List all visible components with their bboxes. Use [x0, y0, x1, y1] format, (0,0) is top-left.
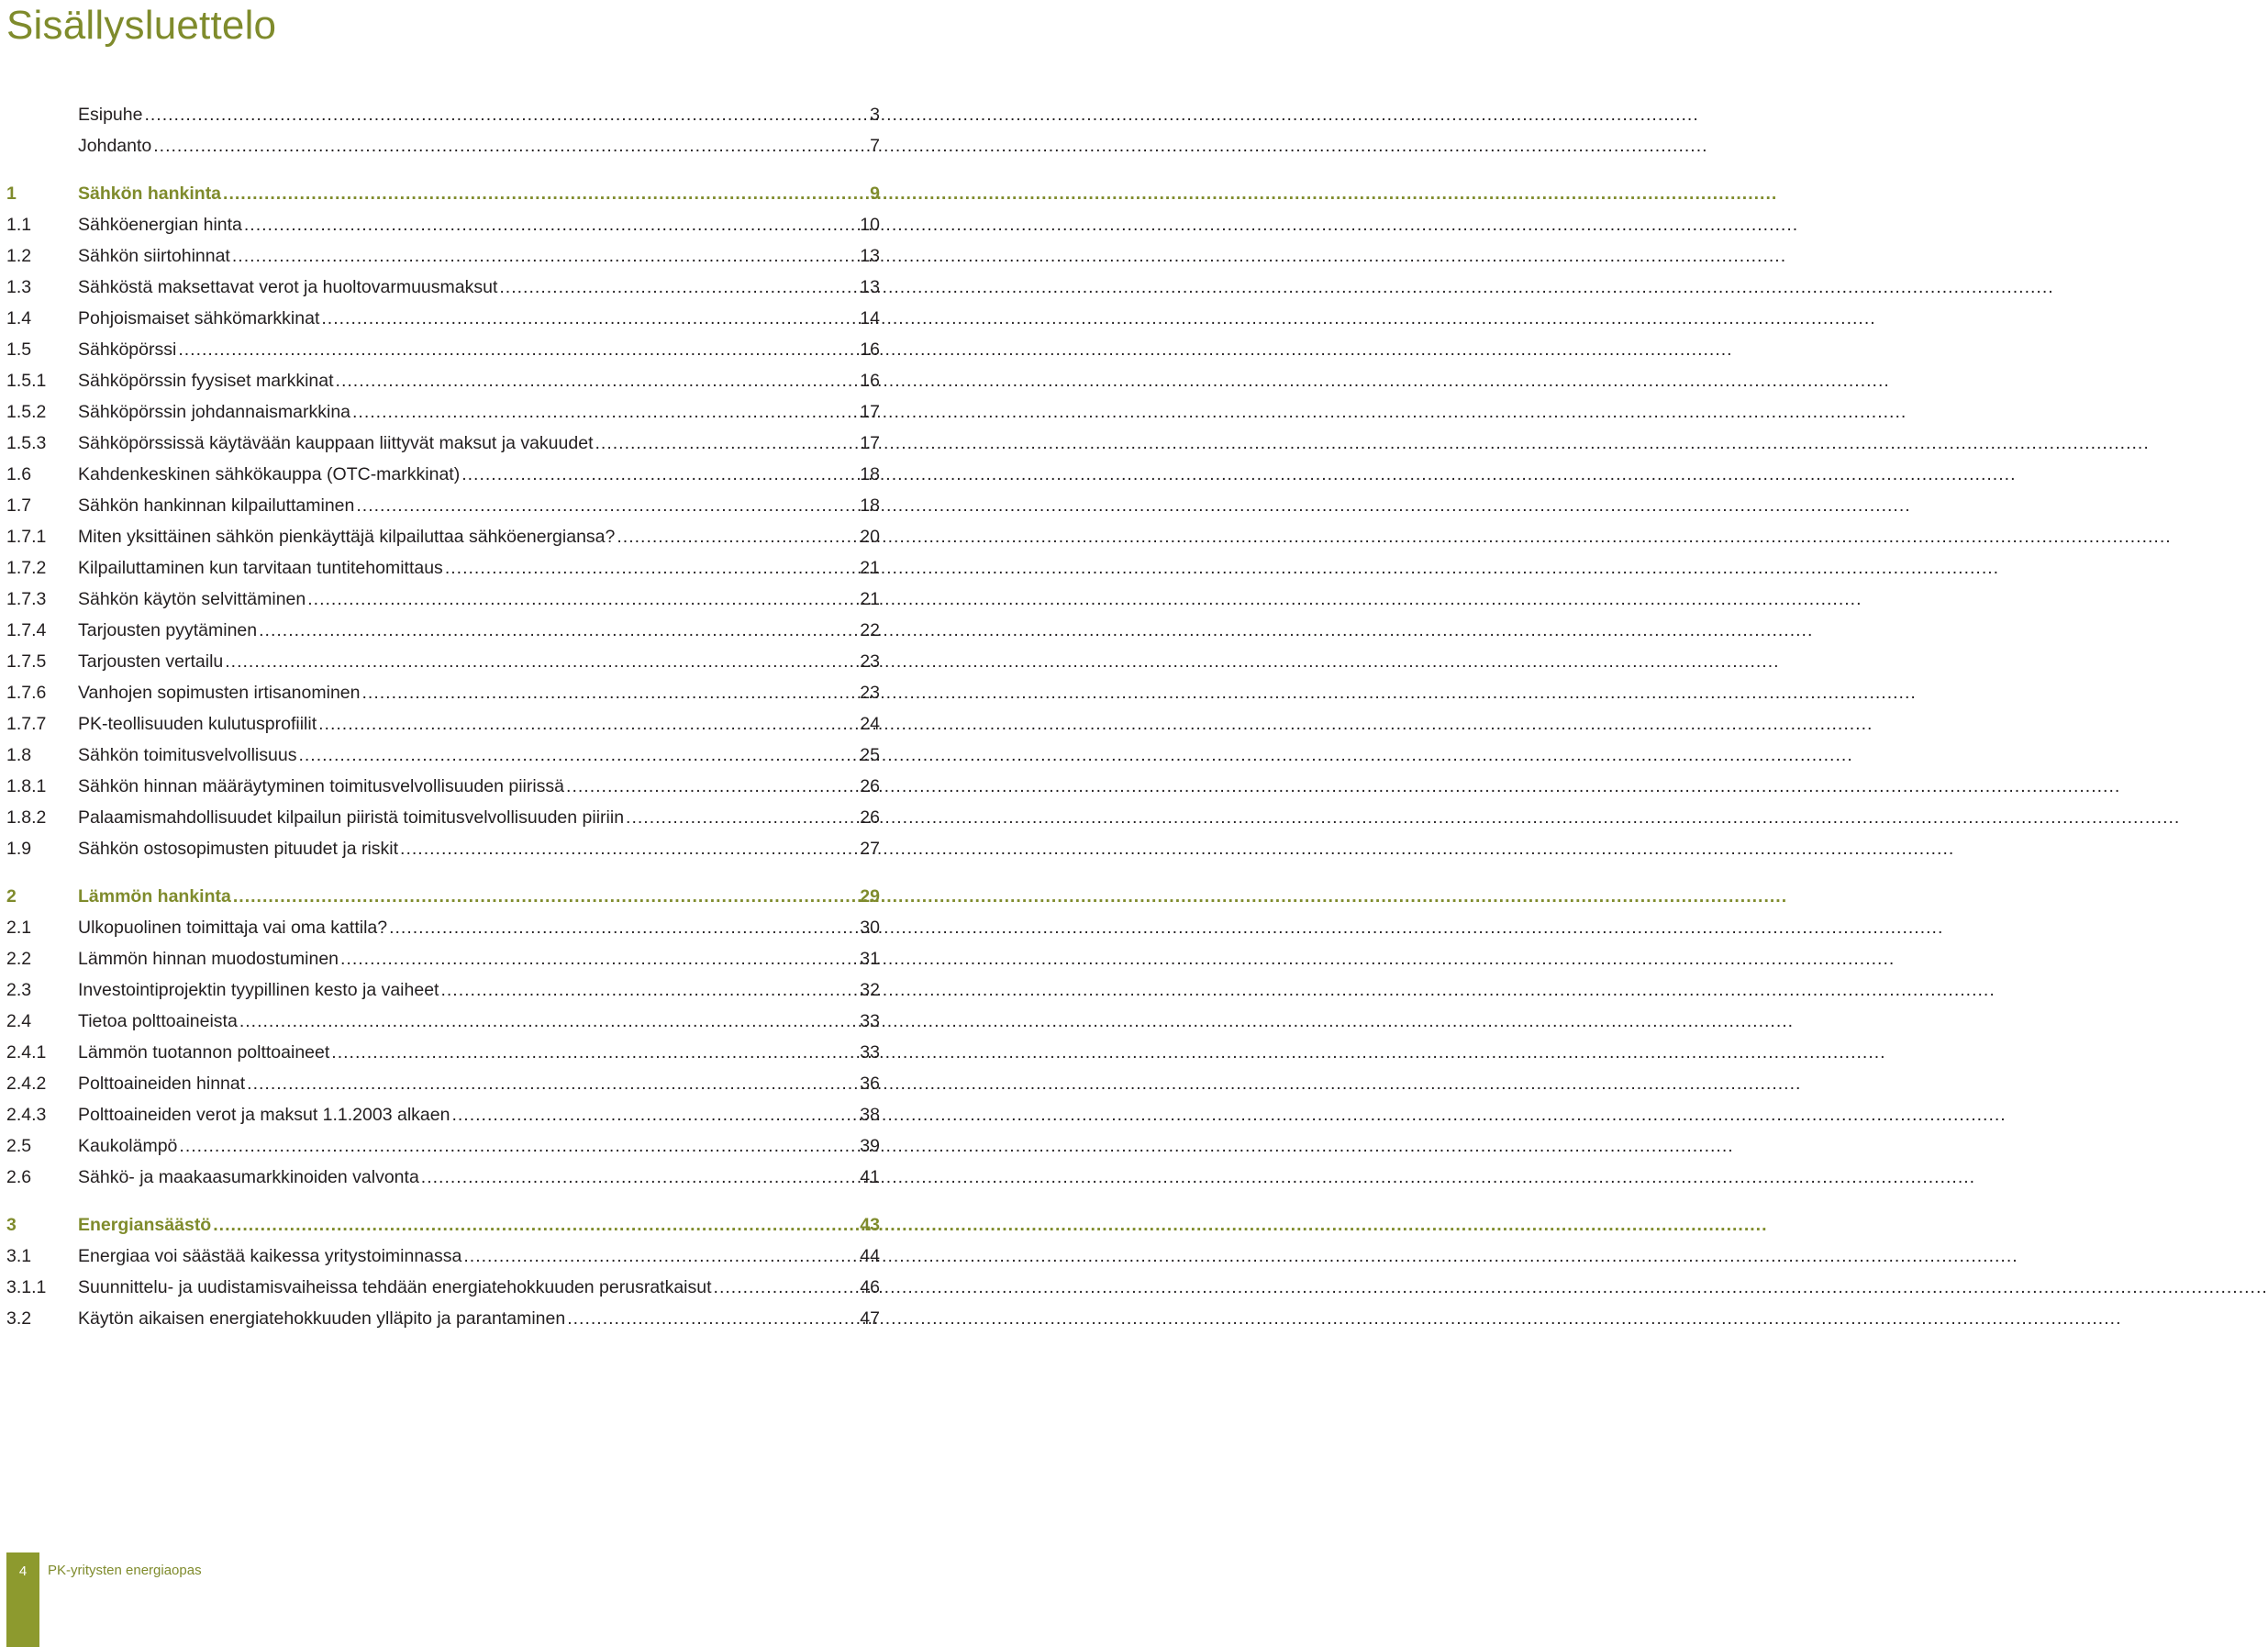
toc-dot-leader — [567, 1303, 858, 1334]
toc-dot-leader — [244, 209, 858, 240]
toc-dot-leader — [233, 881, 858, 912]
toc-entry-page: 21 — [860, 558, 880, 578]
toc-entry-title: Kahdenkeskinen sähkökauppa (OTC-markkinat) — [78, 464, 461, 484]
toc-entry-number: 3 — [6, 1215, 17, 1235]
toc-entry-number: 1.8 — [6, 745, 32, 765]
toc-entry-number: 2.4 — [6, 1011, 32, 1031]
toc-entry-title: Sähkö- ja maakaasumarkkinoiden valvonta — [78, 1167, 419, 1187]
toc-entry-title: Sähkön hinnan määräytyminen toimitusvelvollisuuden piirissä — [78, 776, 565, 796]
toc-dot-leader — [232, 240, 858, 272]
toc-entry[interactable] — [6, 1241, 880, 1272]
toc-entry[interactable] — [6, 802, 880, 833]
toc-entry-title: Pohjoismaiset sähkömarkkinat — [78, 308, 320, 328]
toc-entry-page: 9 — [870, 184, 880, 204]
toc-entry-title: Sähköpörssissä käytävään kauppaan liittyvät maksut ja vakuudet — [78, 433, 594, 453]
toc-dot-leader — [595, 428, 858, 459]
toc-dot-leader — [340, 943, 858, 974]
toc-entry-number: 2.6 — [6, 1167, 32, 1187]
toc-entry-page: 16 — [860, 339, 880, 360]
toc-dot-leader — [421, 1162, 859, 1193]
toc-entry-page: 3 — [870, 105, 880, 125]
toc-entry-title: Vanhojen sopimusten irtisanominen — [78, 683, 361, 703]
toc-entry-page: 24 — [860, 714, 880, 734]
toc-entry[interactable] — [6, 272, 880, 303]
toc-dot-leader — [321, 303, 858, 334]
toc-entry-title: Käytön aikaisen energiatehokkuuden ylläpito ja parantaminen — [78, 1308, 566, 1329]
toc-entry-number: 3.2 — [6, 1308, 32, 1329]
toc-dot-leader — [463, 1241, 858, 1272]
toc-entry[interactable] — [6, 677, 880, 708]
toc-entry-number: 2.4.2 — [6, 1074, 47, 1094]
toc-dot-leader — [178, 334, 858, 365]
toc-entry-page: 46 — [860, 1277, 880, 1297]
toc-entry[interactable] — [6, 943, 880, 974]
toc-dot-leader — [461, 459, 858, 490]
toc-entry[interactable] — [6, 365, 880, 396]
toc-entry-title: Sähkön hankinnan kilpailuttaminen — [78, 495, 355, 516]
toc-entry-number: 3.1 — [6, 1246, 32, 1266]
toc-entry-number: 2 — [6, 886, 17, 907]
toc-entry-number: 1.3 — [6, 277, 32, 297]
table-of-contents — [6, 99, 880, 1334]
toc-entry-page: 32 — [860, 980, 880, 1000]
toc-entry-title: PK-teollisuuden kulutusprofiilit — [78, 714, 317, 734]
toc-entry-title: Energiaa voi säästää kaikessa yritystoiminnassa — [78, 1246, 462, 1266]
toc-entry-number: 1 — [6, 184, 17, 204]
toc-entry-number: 1.7.6 — [6, 683, 47, 703]
toc-entry-number: 2.4.3 — [6, 1105, 47, 1125]
toc-dot-leader — [225, 646, 858, 677]
toc-entry-page: 23 — [860, 683, 880, 703]
toc-entry[interactable] — [6, 740, 880, 771]
toc-entry-page: 25 — [860, 745, 880, 765]
toc-dot-leader — [440, 974, 858, 1006]
toc-entry-page: 36 — [860, 1074, 880, 1094]
toc-entry-title: Johdanto — [78, 136, 152, 156]
toc-entry[interactable] — [6, 240, 880, 272]
toc-entry-number: 1.7.2 — [6, 558, 47, 578]
toc-entry-page: 39 — [860, 1136, 880, 1156]
toc-entry-page: 30 — [860, 918, 880, 938]
toc-entry-number: 1.7.5 — [6, 651, 47, 672]
toc-dot-leader — [356, 490, 858, 521]
toc-entry-number: 2.4.1 — [6, 1042, 47, 1063]
toc-entry-title: Sähkön toimitusvelvollisuus — [78, 745, 297, 765]
toc-dot-leader — [714, 1272, 859, 1303]
toc-entry-page: 18 — [860, 495, 880, 516]
toc-entry-number: 1.6 — [6, 464, 32, 484]
toc-dot-leader — [566, 771, 858, 802]
toc-entry-title: Tietoa polttoaineista — [78, 1011, 238, 1031]
toc-entry-title: Sähkön käytön selvittäminen — [78, 589, 306, 609]
toc-dot-leader — [259, 615, 858, 646]
toc-entry-page: 18 — [860, 464, 880, 484]
toc-entry-page: 14 — [860, 308, 880, 328]
toc-entry[interactable] — [6, 615, 880, 646]
toc-entry[interactable] — [6, 1099, 880, 1130]
toc-entry[interactable] — [6, 209, 880, 240]
toc-entry[interactable] — [6, 1130, 880, 1162]
toc-entry-title: Sähkön siirtohinnat — [78, 246, 230, 266]
toc-entry-page: 13 — [860, 277, 880, 297]
toc-entry-title: Tarjousten vertailu — [78, 651, 224, 672]
toc-entry[interactable] — [6, 428, 880, 459]
toc-entry-number: 1.5 — [6, 339, 32, 360]
toc-dot-leader — [247, 1068, 858, 1099]
toc-entry-number: 1.7 — [6, 495, 32, 516]
toc-chapter-entry[interactable] — [6, 1209, 880, 1241]
toc-entry-title: Sähköpörssin johdannaismarkkina — [78, 402, 351, 422]
toc-chapter-entry[interactable] — [6, 178, 880, 209]
toc-entry-page: 20 — [860, 527, 880, 547]
toc-entry-title: Energiansäästö — [78, 1215, 212, 1235]
toc-entry-page: 17 — [860, 402, 880, 422]
toc-entry-page: 26 — [860, 807, 880, 828]
toc-dot-leader — [307, 584, 858, 615]
toc-entry-title: Kilpailuttaminen kun tarvitaan tuntitehomittaus — [78, 558, 443, 578]
toc-dot-leader — [179, 1130, 858, 1162]
toc-entry-page: 43 — [860, 1215, 880, 1235]
toc-entry-title: Lämmön hinnan muodostuminen — [78, 949, 339, 969]
toc-entry-title: Investointiprojektin tyypillinen kesto ja vaiheet — [78, 980, 439, 1000]
toc-entry-number: 2.2 — [6, 949, 32, 969]
toc-entry-title: Sähkön ostosopimusten pituudet ja riskit — [78, 839, 399, 859]
toc-dot-leader — [213, 1209, 858, 1241]
toc-entry-title: Suunnittelu- ja uudistamisvaiheissa tehdään energiatehokkuuden perusratkaisut — [78, 1277, 712, 1297]
toc-entry-title: Sähköstä maksettavat verot ja huoltovarmuusmaksut — [78, 277, 498, 297]
toc-entry[interactable] — [6, 708, 880, 740]
toc-entry-title: Palaamismahdollisuudet kilpailun piiristä toimitusvelvollisuuden piiriin — [78, 807, 625, 828]
toc-entry[interactable] — [6, 552, 880, 584]
toc-entry-number: 1.5.3 — [6, 433, 47, 453]
toc-entry-title: Sähköpörssi — [78, 339, 177, 360]
toc-entry[interactable] — [6, 1162, 880, 1193]
toc-dot-leader — [389, 912, 858, 943]
toc-dot-leader — [400, 833, 858, 864]
page-title: Sisällysluettelo — [6, 3, 277, 48]
toc-entry-page: 22 — [860, 620, 880, 640]
toc-entry-page: 38 — [860, 1105, 880, 1125]
toc-entry-title: Esipuhe — [78, 105, 143, 125]
toc-entry[interactable] — [6, 1037, 880, 1068]
toc-chapter-entry[interactable] — [6, 881, 880, 912]
toc-entry-title: Tarjousten pyytäminen — [78, 620, 258, 640]
toc-entry-page: 17 — [860, 433, 880, 453]
toc-entry-page: 47 — [860, 1308, 880, 1329]
toc-dot-leader — [223, 178, 868, 209]
toc-dot-leader — [298, 740, 858, 771]
toc-entry-number: 1.7.3 — [6, 589, 47, 609]
toc-entry-number: 1.9 — [6, 839, 32, 859]
toc-dot-leader — [362, 677, 859, 708]
toc-dot-leader — [499, 272, 858, 303]
toc-entry[interactable] — [6, 584, 880, 615]
toc-entry-title: Lämmön hankinta — [78, 886, 231, 907]
toc-entry-number: 2.3 — [6, 980, 32, 1000]
toc-entry-page: 21 — [860, 589, 880, 609]
toc-entry[interactable] — [6, 833, 880, 864]
toc-entry-number: 1.7.1 — [6, 527, 47, 547]
toc-dot-leader — [336, 365, 859, 396]
toc-dot-leader — [352, 396, 858, 428]
toc-entry-number: 1.4 — [6, 308, 32, 328]
toc-entry[interactable] — [6, 521, 880, 552]
toc-entry[interactable] — [6, 646, 880, 677]
toc-entry-number: 1.1 — [6, 215, 32, 235]
toc-entry-title: Lämmön tuotannon polttoaineet — [78, 1042, 330, 1063]
toc-entry-page: 33 — [860, 1042, 880, 1063]
toc-dot-leader — [239, 1006, 858, 1037]
toc-entry-number: 3.1.1 — [6, 1277, 47, 1297]
toc-entry-title: Sähköenergian hinta — [78, 215, 242, 235]
toc-entry[interactable] — [6, 1272, 880, 1303]
toc-entry-title: Polttoaineiden hinnat — [78, 1074, 246, 1094]
toc-entry-page: 27 — [860, 839, 880, 859]
footer-publication-title: PK-yritysten energiaopas — [48, 1563, 202, 1578]
toc-dot-leader — [318, 708, 858, 740]
toc-entry[interactable] — [6, 974, 880, 1006]
toc-entry[interactable] — [6, 459, 880, 490]
toc-entry-page: 7 — [870, 136, 880, 156]
toc-dot-leader — [626, 802, 858, 833]
toc-entry-title: Sähkön hankinta — [78, 184, 222, 204]
toc-entry[interactable] — [6, 490, 880, 521]
toc-dot-leader — [153, 130, 868, 161]
toc-entry-number: 1.5.2 — [6, 402, 47, 422]
toc-dot-leader — [144, 99, 868, 130]
toc-entry-page: 13 — [860, 246, 880, 266]
toc-entry-page: 29 — [860, 886, 880, 907]
toc-entry-number: 1.8.2 — [6, 807, 47, 828]
toc-entry[interactable] — [6, 130, 880, 161]
toc-entry[interactable] — [6, 1006, 880, 1037]
toc-entry-page: 16 — [860, 371, 880, 391]
toc-entry-page: 41 — [860, 1167, 880, 1187]
toc-entry[interactable] — [6, 912, 880, 943]
toc-entry-page: 26 — [860, 776, 880, 796]
toc-dot-leader — [331, 1037, 858, 1068]
toc-dot-leader — [451, 1099, 858, 1130]
toc-entry[interactable] — [6, 99, 880, 130]
toc-entry-page: 10 — [860, 215, 880, 235]
toc-entry-title: Sähköpörssin fyysiset markkinat — [78, 371, 334, 391]
toc-entry-page: 23 — [860, 651, 880, 672]
toc-entry-number: 1.7.7 — [6, 714, 47, 734]
footer-page-number: 4 — [18, 1564, 28, 1579]
toc-entry-title: Polttoaineiden verot ja maksut 1.1.2003 alkaen — [78, 1105, 450, 1125]
toc-entry-number: 1.8.1 — [6, 776, 47, 796]
toc-dot-leader — [617, 521, 858, 552]
toc-entry-title: Ulkopuolinen toimittaja vai oma kattila? — [78, 918, 388, 938]
toc-entry[interactable] — [6, 334, 880, 365]
toc-entry[interactable] — [6, 1068, 880, 1099]
toc-entry-number: 1.7.4 — [6, 620, 47, 640]
toc-entry-page: 33 — [860, 1011, 880, 1031]
toc-entry-title: Miten yksittäinen sähkön pienkäyttäjä kilpailuttaa sähköenergiansa? — [78, 527, 616, 547]
toc-entry[interactable] — [6, 303, 880, 334]
toc-entry[interactable] — [6, 1303, 880, 1334]
toc-dot-leader — [445, 552, 858, 584]
toc-entry-page: 31 — [860, 949, 880, 969]
toc-entry-number: 1.5.1 — [6, 371, 47, 391]
toc-entry-title: Kaukolämpö — [78, 1136, 178, 1156]
toc-entry[interactable] — [6, 396, 880, 428]
toc-entry-number: 2.5 — [6, 1136, 32, 1156]
toc-entry[interactable] — [6, 771, 880, 802]
toc-entry-page: 44 — [860, 1246, 880, 1266]
toc-entry-number: 2.1 — [6, 918, 32, 938]
toc-entry-number: 1.2 — [6, 246, 32, 266]
